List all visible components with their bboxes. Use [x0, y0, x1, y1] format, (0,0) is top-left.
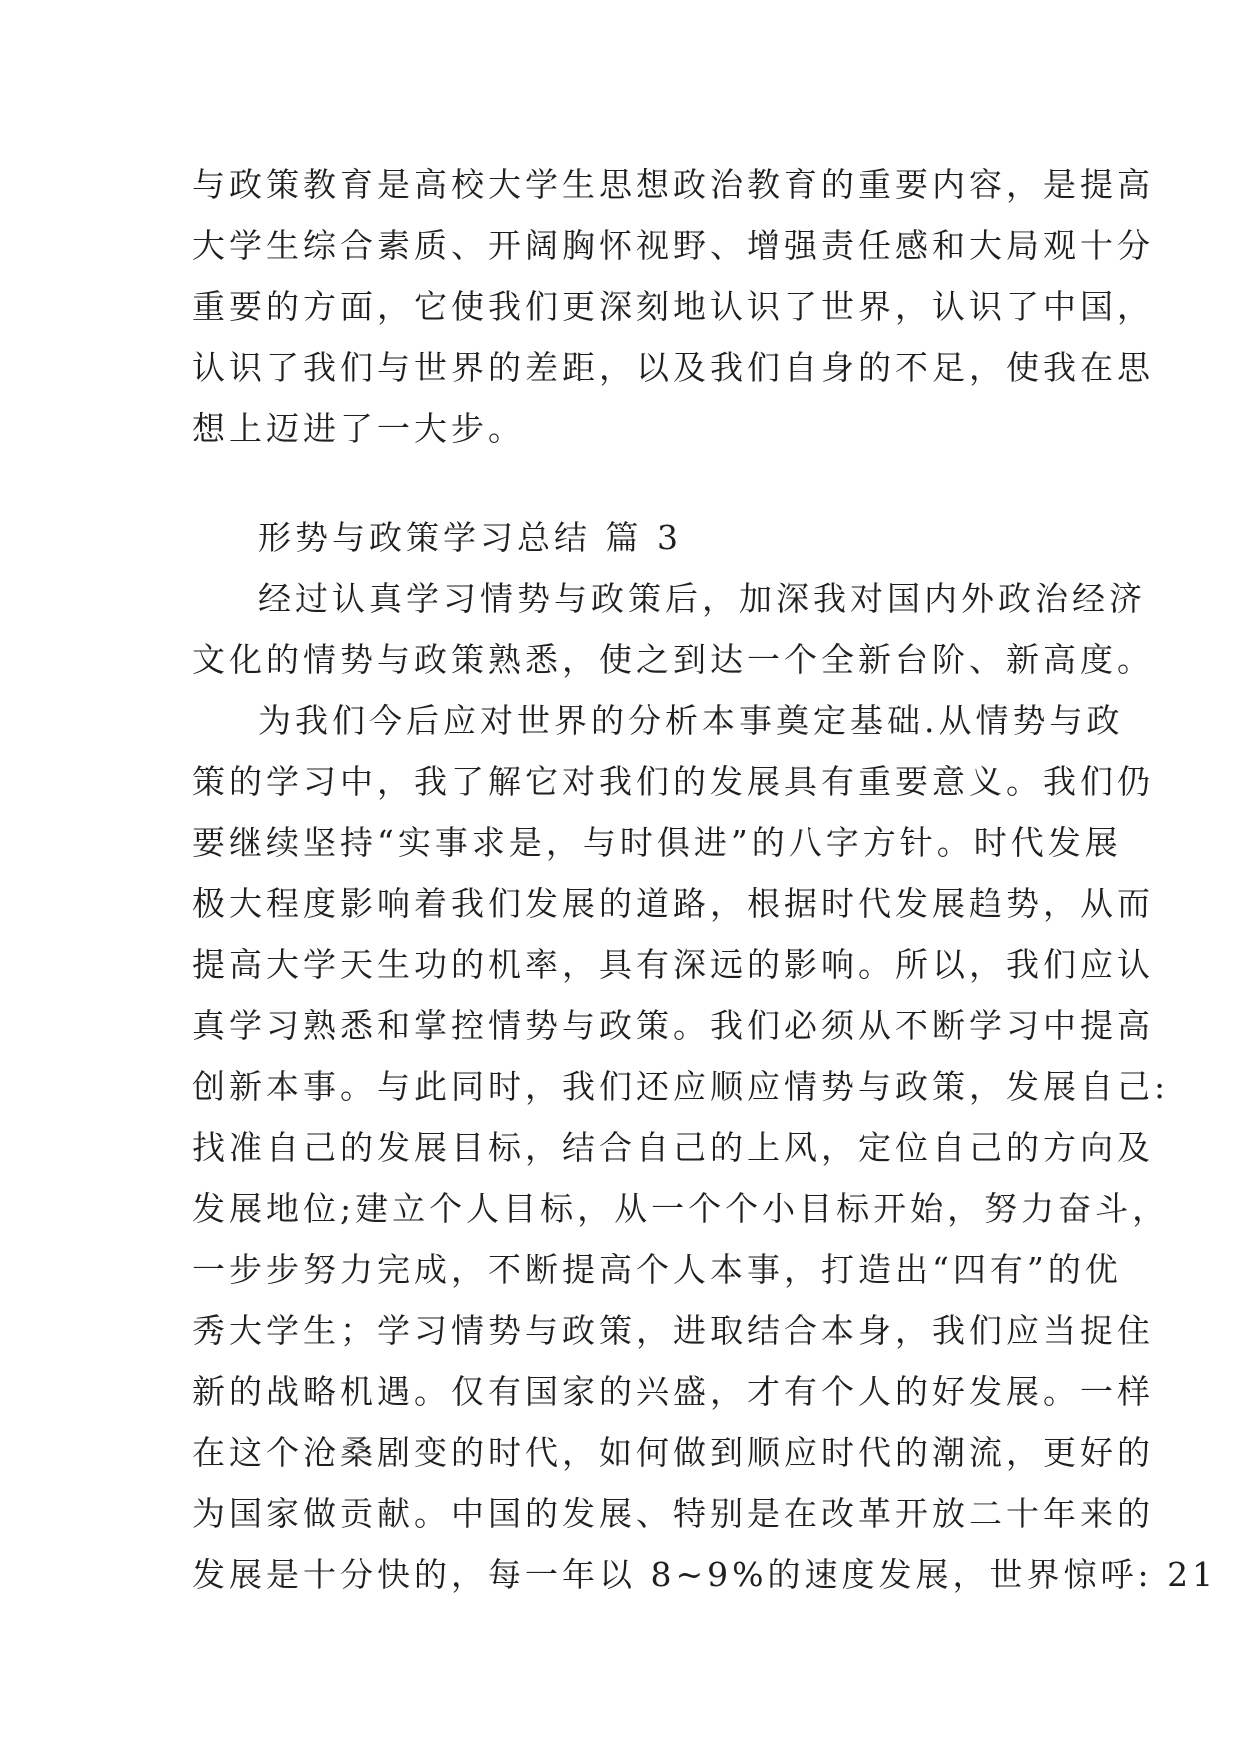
text-line: 策的学习中，我了解它对我们的发展具有重要意义。我们仍	[192, 762, 1154, 801]
text-line: 与政策教育是高校大学生思想政治教育的重要内容，是提高	[192, 165, 1154, 204]
section-heading: 形势与政策学习总结 篇 3	[258, 518, 682, 557]
text-line: 想上迈进了一大步。	[192, 409, 525, 448]
text-line: 文化的情势与政策熟悉，使之到达一个全新台阶、新高度。	[192, 640, 1154, 679]
text-line: 新的战略机遇。仅有国家的兴盛，才有个人的好发展。一样	[192, 1372, 1154, 1411]
paragraph-continued	[192, 154, 1154, 459]
text-line: 为我们今后应对世界的分析本事奠定基础.从情势与政	[258, 701, 1124, 740]
text-line: 在这个沧桑剧变的时代，如何做到顺应时代的潮流，更好的	[192, 1433, 1154, 1472]
text-line: 经过认真学习情势与政策后，加深我对国内外政治经济	[258, 579, 1146, 618]
text-line: 极大程度影响着我们发展的道路，根据时代发展趋势，从而	[192, 884, 1154, 923]
text-line: 真学习熟悉和掌控情势与政策。我们必须从不断学习中提高	[192, 1006, 1154, 1045]
text-line: 大学生综合素质、开阔胸怀视野、增强责任感和大局观十分	[192, 226, 1154, 265]
text-line: 要继续坚持“实事求是，与时俱进”的八字方针。时代发展	[192, 823, 1122, 862]
text-line: 提高大学天生功的机率，具有深远的影响。所以，我们应认	[192, 945, 1154, 984]
section-3	[192, 507, 1218, 1605]
text-line: 秀大学生；学习情势与政策，进取结合本身，我们应当捉住	[192, 1311, 1154, 1350]
paragraph-b	[192, 690, 1218, 1605]
text-line: 认识了我们与世界的差距，以及我们自身的不足，使我在思	[192, 348, 1154, 387]
text-line: 发展地位;建立个人目标，从一个个小目标开始，努力奋斗，	[192, 1189, 1170, 1228]
text-line: 一步步努力完成，不断提高个人本事，打造出“四有”的优	[192, 1250, 1122, 1289]
paragraph-a	[192, 568, 1154, 690]
text-line: 找准自己的发展目标，结合自己的上风，定位自己的方向及	[192, 1128, 1154, 1167]
text-line: 为国家做贡献。中国的发展、特别是在改革开放二十年来的	[192, 1494, 1154, 1533]
text-line: 创新本事。与此同时，我们还应顺应情势与政策，发展自己:	[192, 1067, 1170, 1106]
text-line: 重要的方面，它使我们更深刻地认识了世界，认识了中国，	[192, 287, 1154, 326]
text-line: 发展是十分快的，每一年以 8~9%的速度发展，世界惊呼: 21	[192, 1555, 1218, 1594]
